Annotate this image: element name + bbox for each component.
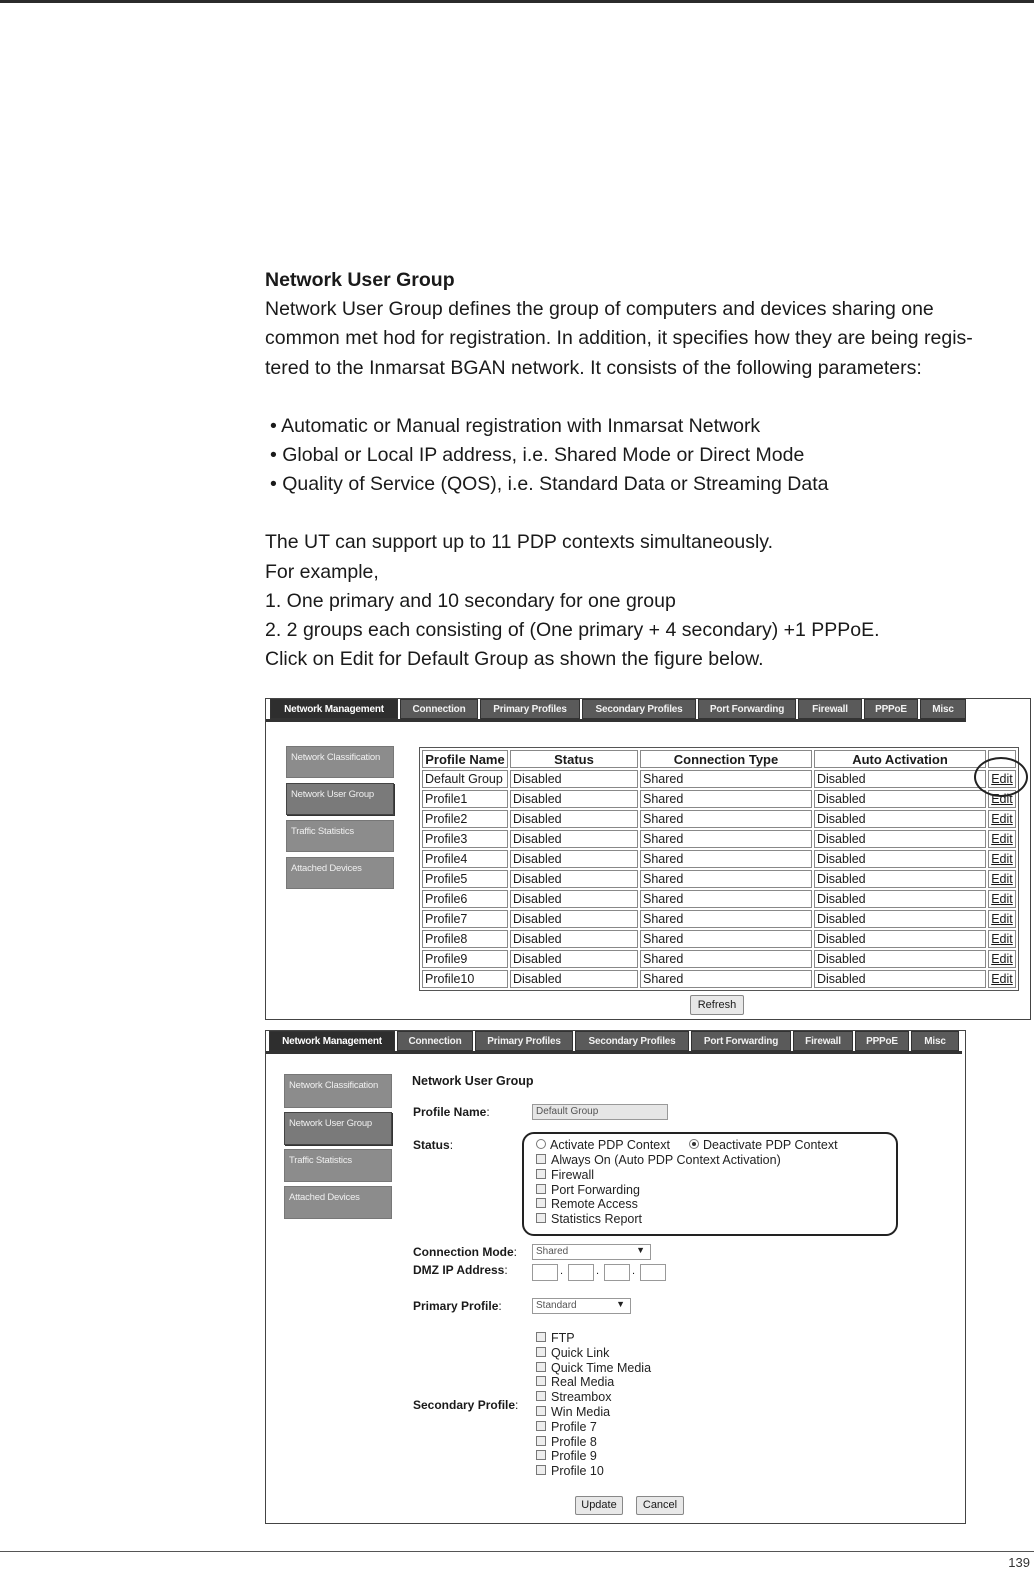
sidebar-item-network-user-group[interactable]: Network User Group: [284, 1112, 392, 1145]
tab-port-forwarding[interactable]: Port Forwarding: [698, 699, 796, 719]
table-cell: Shared: [640, 950, 812, 968]
tab-connection[interactable]: Connection: [400, 699, 478, 719]
checkbox-icon: [536, 1362, 546, 1372]
radio-deactivate-pdp[interactable]: Deactivate PDP Context: [689, 1138, 838, 1152]
edit-link[interactable]: Edit: [988, 950, 1016, 968]
checkbox-firewall[interactable]: Firewall: [536, 1168, 594, 1182]
tab-network-management[interactable]: Network Management: [270, 699, 398, 719]
table-cell: Disabled: [510, 890, 638, 908]
table-row: [422, 790, 1016, 808]
checkbox-secondary-profile[interactable]: Quick Link: [536, 1346, 609, 1360]
body-line: 2. 2 groups each consisting of (One primary + 4 secondary) +1 PPPoE.: [265, 619, 880, 642]
top-rule: [0, 0, 1034, 3]
table-cell: Shared: [640, 770, 812, 788]
table-cell: Profile2: [422, 810, 508, 828]
edit-link[interactable]: Edit: [988, 770, 1016, 788]
table-row: [422, 810, 1016, 828]
bullet-item: • Global or Local IP address, i.e. Shared Mode or Direct Mode: [270, 444, 805, 467]
primary-profile-select[interactable]: Standard ▼: [532, 1298, 631, 1314]
column-header: Profile Name: [422, 750, 508, 768]
table-cell: Profile8: [422, 930, 508, 948]
edit-link[interactable]: Edit: [988, 930, 1016, 948]
table-cell: Profile7: [422, 910, 508, 928]
checkbox-secondary-profile[interactable]: Quick Time Media: [536, 1361, 651, 1375]
primary-profile-label: Primary Profile:: [413, 1299, 502, 1313]
table-cell: Shared: [640, 870, 812, 888]
table-cell: Profile5: [422, 870, 508, 888]
table-cell: Disabled: [814, 850, 986, 868]
table-cell: Profile6: [422, 890, 508, 908]
table-header-row: [422, 750, 1016, 768]
table-cell: Disabled: [510, 810, 638, 828]
body-line: The UT can support up to 11 PDP contexts simultaneously.: [265, 531, 773, 554]
checkbox-icon: [536, 1332, 546, 1342]
edit-form-screenshot: Network Management Connection Primary Profiles Secondary Profiles Port Forwarding Firewall PPPoE Misc Network Classification Network User Group Traffic Statistics Attached Devices Network User Group Profile Name: Default Group Status: Activate PDP Context Deactivate PDP Context Always On (Auto PDP Context Activation) Firewall Port Forwarding Remote Access Statistics Report Connection Mode: Shared ▼ DMZ IP Address: . . . Primary Profile: Standard ▼ Secondary Profile: FTP Quick Link Quick Time Media Real Media Streambox Win Media Profile 7 Profile 8 Profile 9 Profile 10 Update Cancel: [265, 1030, 966, 1524]
table-cell: Disabled: [814, 950, 986, 968]
edit-link[interactable]: Edit: [988, 870, 1016, 888]
table-cell: Disabled: [814, 970, 986, 988]
table-cell: Shared: [640, 830, 812, 848]
tab-primary-profiles[interactable]: Primary Profiles: [480, 699, 580, 719]
checkbox-always-on[interactable]: Always On (Auto PDP Context Activation): [536, 1153, 781, 1167]
tab-misc[interactable]: Misc: [920, 699, 966, 719]
checkbox-secondary-profile[interactable]: Profile 7: [536, 1420, 597, 1434]
connection-mode-select[interactable]: Shared ▼: [532, 1244, 651, 1260]
status-label: Status:: [413, 1138, 454, 1152]
table-row: [422, 930, 1016, 948]
body-line: Click on Edit for Default Group as shown the figure below.: [265, 648, 764, 671]
tab-bar: [266, 1031, 965, 1053]
cancel-button[interactable]: Cancel: [636, 1496, 684, 1515]
checkbox-statistics-report[interactable]: Statistics Report: [536, 1212, 642, 1226]
dmz-ip-label: DMZ IP Address:: [413, 1263, 508, 1277]
edit-link[interactable]: Edit: [988, 830, 1016, 848]
table-row: [422, 870, 1016, 888]
intro-line: common met hod for registration. In addition, it specifies how they are being regis-: [265, 327, 973, 350]
sidebar-item-network-classification[interactable]: Network Classification: [286, 746, 394, 778]
checkbox-secondary-profile[interactable]: FTP: [536, 1331, 575, 1345]
tab-bar: [266, 699, 1030, 721]
table-cell: Shared: [640, 810, 812, 828]
tab-port-forwarding[interactable]: Port Forwarding: [691, 1031, 791, 1051]
refresh-button[interactable]: Refresh: [690, 995, 744, 1015]
dmz-ip-octet-2[interactable]: [568, 1264, 594, 1281]
edit-link[interactable]: Edit: [988, 790, 1016, 808]
dmz-ip-octet-4[interactable]: [640, 1264, 666, 1281]
checkbox-icon: [536, 1391, 546, 1401]
profile-name-label: Profile Name:: [413, 1105, 490, 1119]
page-number: 139: [1008, 1555, 1030, 1570]
bullet-item: • Quality of Service (QOS), i.e. Standard Data or Streaming Data: [270, 473, 829, 496]
body-line: For example,: [265, 560, 379, 583]
sidebar-item-network-user-group[interactable]: Network User Group: [286, 783, 394, 815]
dropdown-arrow-icon: ▼: [616, 1299, 625, 1309]
footer-rule: [0, 1551, 1034, 1552]
table-cell: Profile1: [422, 790, 508, 808]
checkbox-icon: [536, 1347, 546, 1357]
checkbox-remote-access[interactable]: Remote Access: [536, 1197, 638, 1211]
table-row: [422, 950, 1016, 968]
table-row: [422, 770, 1016, 788]
table-cell: Disabled: [814, 790, 986, 808]
checkbox-icon: [536, 1436, 546, 1446]
checkbox-secondary-profile[interactable]: Real Media: [536, 1375, 614, 1389]
tab-pppoe[interactable]: PPPoE: [855, 1031, 909, 1051]
table-cell: Disabled: [814, 910, 986, 928]
secondary-profile-label: Secondary Profile:: [413, 1398, 519, 1412]
checkbox-secondary-profile[interactable]: Win Media: [536, 1405, 610, 1419]
table-row: [422, 830, 1016, 848]
edit-link[interactable]: Edit: [988, 970, 1016, 988]
table-cell: Disabled: [510, 970, 638, 988]
edit-link[interactable]: Edit: [988, 810, 1016, 828]
tab-firewall[interactable]: Firewall: [798, 699, 862, 719]
checkbox-secondary-profile[interactable]: Profile 8: [536, 1435, 597, 1449]
tab-firewall[interactable]: Firewall: [793, 1031, 853, 1051]
table-cell: Profile10: [422, 970, 508, 988]
tab-misc[interactable]: Misc: [911, 1031, 959, 1051]
table-cell: Disabled: [510, 950, 638, 968]
column-header: Connection Type: [640, 750, 812, 768]
table-cell: Shared: [640, 790, 812, 808]
sidebar-item-network-classification[interactable]: Network Classification: [284, 1074, 392, 1108]
section-heading: Network User Group: [265, 269, 455, 291]
radio-activate-pdp[interactable]: Activate PDP Context: [536, 1138, 670, 1152]
tab-secondary-profiles[interactable]: Secondary Profiles: [575, 1031, 689, 1051]
checkbox-secondary-profile[interactable]: Streambox: [536, 1390, 611, 1404]
profile-table: [419, 747, 1019, 991]
sidebar-item-attached-devices[interactable]: Attached Devices: [284, 1186, 392, 1219]
table-cell: Disabled: [510, 830, 638, 848]
table-cell: Profile3: [422, 830, 508, 848]
table-cell: Disabled: [814, 930, 986, 948]
table-cell: Disabled: [510, 910, 638, 928]
sidebar-item-traffic-statistics[interactable]: Traffic Statistics: [286, 820, 394, 852]
update-button[interactable]: Update: [575, 1496, 623, 1515]
edit-link[interactable]: Edit: [988, 850, 1016, 868]
edit-highlight-circle: [974, 757, 1028, 797]
table-cell: Shared: [640, 890, 812, 908]
table-cell: Disabled: [510, 790, 638, 808]
table-cell: Disabled: [510, 850, 638, 868]
table-row: [422, 910, 1016, 928]
table-cell: Shared: [640, 910, 812, 928]
checkbox-icon: [536, 1406, 546, 1416]
table-row: [422, 890, 1016, 908]
table-cell: Shared: [640, 850, 812, 868]
document-text: [265, 266, 1025, 674]
column-header: Status: [510, 750, 638, 768]
table-cell: Disabled: [814, 770, 986, 788]
edit-link[interactable]: Edit: [988, 890, 1016, 908]
table-cell: Disabled: [814, 870, 986, 888]
table-cell: Shared: [640, 930, 812, 948]
sidebar-item-traffic-statistics[interactable]: Traffic Statistics: [284, 1149, 392, 1182]
body-line: 1. One primary and 10 secondary for one group: [265, 589, 676, 612]
column-header: Auto Activation: [814, 750, 986, 768]
tab-network-management[interactable]: Network Management: [269, 1031, 395, 1051]
table-cell: Disabled: [510, 930, 638, 948]
form-title: Network User Group: [412, 1074, 534, 1088]
dropdown-arrow-icon: ▼: [636, 1245, 645, 1255]
checkbox-icon: [536, 1376, 546, 1386]
table-cell: Disabled: [814, 890, 986, 908]
table-cell: Disabled: [510, 770, 638, 788]
tab-primary-profiles[interactable]: Primary Profiles: [475, 1031, 573, 1051]
sidebar-item-attached-devices[interactable]: Attached Devices: [286, 857, 394, 889]
table-cell: Disabled: [814, 830, 986, 848]
tab-pppoe[interactable]: PPPoE: [864, 699, 918, 719]
checkbox-secondary-profile[interactable]: Profile 9: [536, 1449, 597, 1463]
table-cell: Profile9: [422, 950, 508, 968]
table-cell: Profile4: [422, 850, 508, 868]
status-highlight-box: [522, 1132, 898, 1236]
table-cell: Disabled: [814, 810, 986, 828]
profile-name-field[interactable]: Default Group: [532, 1104, 668, 1120]
table-row: [422, 970, 1016, 988]
intro-line: Network User Group defines the group of computers and devices sharing one: [265, 298, 934, 321]
checkbox-icon: [536, 1465, 546, 1475]
dmz-ip-octet-1[interactable]: [532, 1264, 558, 1281]
tab-secondary-profiles[interactable]: Secondary Profiles: [582, 699, 696, 719]
bullet-item: • Automatic or Manual registration with Inmarsat Network: [270, 414, 761, 437]
dmz-ip-octet-3[interactable]: [604, 1264, 630, 1281]
table-cell: Disabled: [510, 870, 638, 888]
table-cell: Default Group: [422, 770, 508, 788]
edit-link[interactable]: Edit: [988, 910, 1016, 928]
intro-line: tered to the Inmarsat BGAN network. It consists of the following parameters:: [265, 356, 922, 379]
profile-list-screenshot: [265, 698, 1031, 1020]
checkbox-secondary-profile[interactable]: Profile 10: [536, 1464, 604, 1478]
checkbox-port-forwarding[interactable]: Port Forwarding: [536, 1183, 640, 1197]
table-cell: Shared: [640, 970, 812, 988]
tab-connection[interactable]: Connection: [397, 1031, 473, 1051]
checkbox-icon: [536, 1450, 546, 1460]
checkbox-icon: [536, 1421, 546, 1431]
connection-mode-label: Connection Mode:: [413, 1245, 518, 1259]
table-row: [422, 850, 1016, 868]
